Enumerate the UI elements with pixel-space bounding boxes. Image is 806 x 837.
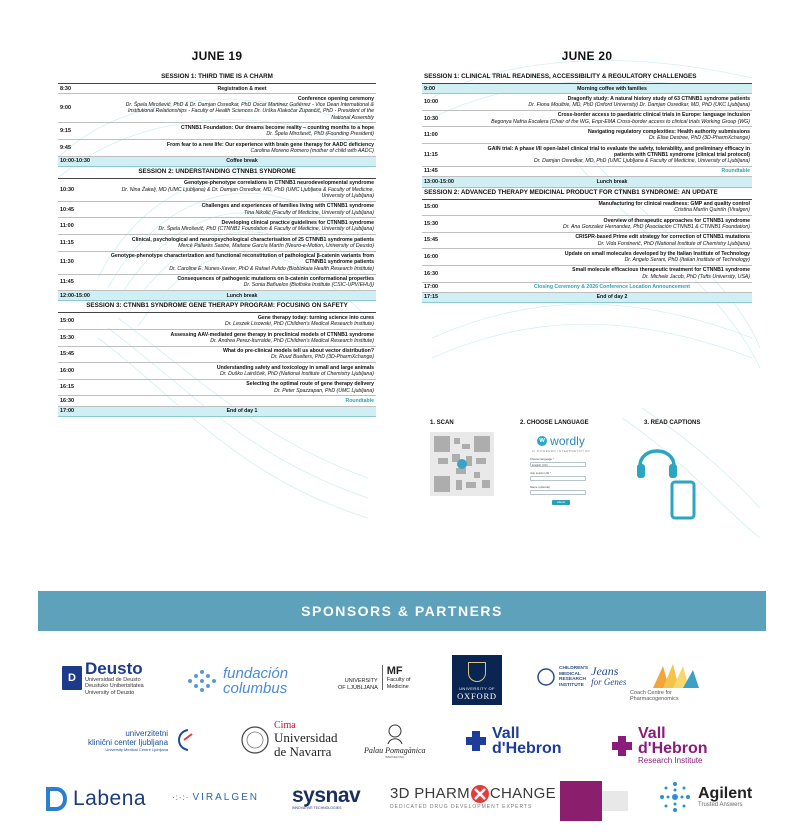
row-time: 9:15 xyxy=(60,128,72,135)
row-title: Roundtable xyxy=(345,397,374,404)
row-time: 15:45 xyxy=(424,237,439,244)
row-title: Registration & meet xyxy=(217,85,267,92)
row-time: 11:15 xyxy=(60,239,74,246)
break-row xyxy=(58,157,376,167)
row-title: Gene therapy today: turning science into cures xyxy=(257,314,374,321)
row-speakers: Begonya Nafria Escalera (Chair of the WG, Enpr-EMA Cross-border access to clinical trials Working Group (WG) xyxy=(491,118,750,125)
closing-ceremony-row xyxy=(422,283,752,293)
row-time: 15:00 xyxy=(424,204,439,211)
session-field-label: Join session ID * xyxy=(530,471,551,475)
schedule-row xyxy=(58,218,376,235)
row-title: Developing clinical practice guidelines for CTNNB1 syndrome xyxy=(221,219,374,226)
day-1-title: JUNE 19 xyxy=(191,49,243,63)
row-title: Clinical, psychological and neuropsychological characterisation of 25 CTNNB1 syndrome patients xyxy=(131,236,374,243)
row-time: 16:15 xyxy=(60,384,75,391)
schedule-row xyxy=(58,347,376,364)
palau-pomaganica-logo[interactable] xyxy=(364,722,426,759)
row-title: Small molecule efficacious therapeutic treatment for CTNNB1 syndrome xyxy=(572,267,750,274)
ul-line-2: OF LJUBLJANA xyxy=(338,684,378,691)
row-title: Roundtable xyxy=(721,168,750,175)
row-title: CTNNB1 Foundation: Our dreams become reality – counting months to a hope xyxy=(180,124,374,131)
coach-centre-logo[interactable] xyxy=(630,660,720,702)
schedule-row xyxy=(422,249,752,266)
row-time: 11:45 xyxy=(424,168,438,175)
deusto-line-1: Universidad de Deusto xyxy=(85,677,141,683)
row-title: Understanding safety and toxicology in small and large animals xyxy=(216,364,374,371)
cima-navarra-logo[interactable] xyxy=(240,720,338,759)
schedule-row xyxy=(58,84,376,94)
schedule-row xyxy=(58,94,376,123)
row-title: Manufacturing for clinical readiness: GMP and quality control xyxy=(598,201,750,208)
pharm-line-1: 3D PHARM xyxy=(390,785,470,802)
roundtable-row xyxy=(422,167,752,177)
row-time: 15:30 xyxy=(60,334,75,341)
oxford-logo[interactable] xyxy=(452,655,502,705)
deusto-line-3: University of Deusto xyxy=(85,689,135,696)
row-time: 16:00 xyxy=(60,367,75,374)
cima-name: Cima xyxy=(274,720,296,731)
row-title: End of day 2 xyxy=(596,294,628,301)
row-title: Closing Ceremony & 2026 Conference Location Announcement xyxy=(533,284,691,291)
row-time: 8:30 xyxy=(60,85,72,92)
session-title: SESSION 2: UNDERSTANDING CTNNB1 SYNDROME xyxy=(58,167,376,179)
oxford-crest-icon xyxy=(468,662,486,682)
vall-hebron-logo[interactable] xyxy=(464,726,562,756)
step-language-label: 2. CHOOSE LANGUAGE xyxy=(520,420,589,426)
row-speakers: Dr. Elise Destree, PhD (3D-PharmXchange) xyxy=(649,135,750,142)
agilent-spark-icon xyxy=(656,778,694,816)
row-time: 16:00 xyxy=(424,253,439,260)
wordly-language-widget[interactable] xyxy=(520,434,602,526)
ukc-line-2: klinični center ljubljana xyxy=(88,737,169,747)
deusto-line-2: Deustuko Unibertsitatea xyxy=(85,683,144,690)
ul-line-1: UNIVERSITY xyxy=(344,678,378,684)
palau-sub: BARCELONA xyxy=(385,755,405,759)
labena-d-icon xyxy=(44,786,68,812)
ukc-arc-icon xyxy=(172,728,194,752)
session-title: SESSION 1: THIRD TIME IS A CHARM xyxy=(58,72,376,84)
columbus-line-2: columbus xyxy=(223,680,288,697)
row-title: Dragonfly study: A natural history study of 63 CTNNB1 syndrome patients xyxy=(567,95,750,102)
mf-mark: MF xyxy=(386,665,403,677)
row-speakers: Carolina Moreno Romero (mother of child with AADC) xyxy=(250,147,374,154)
headphones-phone-icon xyxy=(634,436,698,520)
row-time: 15:30 xyxy=(424,220,439,227)
row-title: End of day 1 xyxy=(226,408,258,415)
schedule-row xyxy=(58,380,376,397)
row-title: From fear to a new life: Our experience with brain gene therapy for AADC deficiency xyxy=(166,141,374,148)
schedule-row xyxy=(58,179,376,202)
pharm-x-icon xyxy=(470,784,490,804)
end-of-day-row xyxy=(58,407,376,417)
row-time: 11:45 xyxy=(60,279,74,286)
row-speakers: Mercè Pallarès Sastre, Maitane García Martín (Neuro-e-Motion, University of Deusto) xyxy=(178,242,374,249)
ukc-line-3: University Medical Centre Ljubljana xyxy=(105,746,169,752)
row-time: 10:00-10:30 xyxy=(60,158,90,165)
labena-name: Labena xyxy=(73,787,147,810)
vall-hebron-research-institute-logo[interactable] xyxy=(610,726,708,765)
fundacion-columbus-logo[interactable] xyxy=(182,666,288,696)
row-speakers: Dr. Fiona Moultrie, MD, PhD (Oxford University) Dr. Damjan Osredkar, MD, PhD (UKC Ljubljana) xyxy=(528,102,750,109)
3d-pharmxchange-logo[interactable] xyxy=(390,784,556,810)
sponsors-banner: SPONSORS & PARTNERS xyxy=(38,591,766,631)
row-speakers: Dr. Špela Miroševič, PhD (Founding President) xyxy=(266,131,374,138)
row-speakers: Dr. Nina Žakelj, MD (UMC Ljubljana) & Dr. Damjan Osredkar, MD, PhD (UMC Ljubljana & Faculty of Medicine, University of Ljubljana) xyxy=(121,186,374,200)
row-title: Morning coffee with families xyxy=(577,85,647,92)
wordly-tagline: AI-POWERED INTERPRETATION xyxy=(531,449,591,453)
session-id-input[interactable] xyxy=(530,476,586,481)
row-speakers: Dr. Duško Lainšček, PhD (National Institute of Chemistry Ljubljana) xyxy=(219,371,374,377)
vhri-line-1: Vall xyxy=(638,725,666,742)
row-title: Coffee break xyxy=(226,158,258,165)
row-time: 11:15 xyxy=(424,151,438,158)
schedule-row xyxy=(58,330,376,347)
row-title: Cross-border access to paediatric clinical trials in Europe: language inclusion xyxy=(557,112,750,119)
session-title: SESSION 1: CLINICAL TRIAL READINESS, ACCESSIBILITY & REGULATORY CHALLENGES xyxy=(422,72,752,84)
agilent-sub: Trusted Answers xyxy=(698,802,743,808)
schedule-row xyxy=(58,123,376,140)
row-speakers: Dr. Michele Jacob, PhD (Tufts University, USA) xyxy=(642,273,750,280)
vh-line-2: d'Hebron xyxy=(492,740,562,757)
cmri-line-3: RESEARCH xyxy=(559,677,586,682)
row-speakers: Dr. Andrea Perez-Iturralde, PhD (Children's Medical Research Institute) xyxy=(210,337,374,344)
name-input[interactable] xyxy=(530,490,586,495)
row-speakers: Dr. Vida Forstnerič, PhD (National Institute of Chemistry Ljubljana) xyxy=(597,240,750,247)
cmri-line-4: INSTITUTE xyxy=(559,682,584,688)
mf-line-2: Medicine xyxy=(386,683,409,690)
row-title: Challenges and experiences of families living with CTNNB1 syndrome xyxy=(201,203,374,210)
row-time: 9:00 xyxy=(424,85,436,92)
deusto-logo[interactable] xyxy=(62,660,144,696)
schedule-row xyxy=(422,233,752,250)
cmri-line-2: MEDICAL xyxy=(559,671,581,677)
day-2-title: JUNE 20 xyxy=(561,49,613,63)
schedule-row xyxy=(58,363,376,380)
day-1-panel xyxy=(38,38,376,546)
purple-partner-logo[interactable] xyxy=(560,781,628,821)
jeans-line-2: for Genes xyxy=(591,677,627,687)
row-time: 11:00 xyxy=(60,223,74,230)
vh-cross-icon xyxy=(464,729,488,753)
row-title: Selecting the optimal route of gene therapy delivery xyxy=(246,381,374,388)
ukc-ljubljana-logo[interactable] xyxy=(88,728,194,752)
schedule-row xyxy=(422,200,752,217)
cima-line-2: Universidad xyxy=(274,730,338,745)
deusto-name: Deusto xyxy=(85,659,143,678)
row-speakers: Dr. Caroline E. Nunes-Xavier, PhD & Rafael Pulido (Biobizkaia Health Research Institute) xyxy=(169,265,374,272)
break-row xyxy=(422,84,752,94)
row-speakers: Dr. Leszek Lisowski, PhD (Children's Medical Research Institute) xyxy=(225,321,374,328)
language-field-label: Choose language * xyxy=(530,457,554,461)
row-time: 10:30 xyxy=(424,115,439,122)
step-scan-label: 1. SCAN xyxy=(430,420,454,426)
cima-seal-icon xyxy=(240,722,270,758)
cmri-circle-icon xyxy=(536,666,556,688)
coach-fan-icon xyxy=(649,660,701,690)
schedule-row xyxy=(58,252,376,275)
row-speakers: Cristina Martín Quintín (Viralgen) xyxy=(674,207,750,214)
columbus-dots-icon xyxy=(182,667,220,695)
palau-child-icon xyxy=(380,722,410,746)
row-title: Navigating regulatory complexities: Health authority submissions xyxy=(587,128,750,135)
row-time: 10:45 xyxy=(60,206,75,213)
schedule-row xyxy=(58,235,376,252)
row-time: 16:30 xyxy=(60,397,75,404)
row-title: GAIN trial: A phase I/II open-label clinical trial to evaluate the safety, tolerability, and preliminary efficacy in patients with CTNNB1 syndrome (clinical trial protocol) xyxy=(487,145,750,158)
pharm-sub: DEDICATED DRUG DEVELOPMENT EXPERTS xyxy=(390,804,533,810)
viralgen-name: VIRALGEN xyxy=(192,792,260,803)
step-captions-label: 3. READ CAPTIONS xyxy=(644,420,701,426)
row-time: 9:00 xyxy=(60,105,72,112)
purple-block-icon xyxy=(560,781,628,821)
cmri-jeans-for-genes-logo[interactable] xyxy=(536,666,626,688)
agilent-name: Agilent xyxy=(698,785,753,802)
cima-line-3: de Navarra xyxy=(274,744,332,759)
schedule-row xyxy=(58,202,376,219)
pharm-line-2: CHANGE xyxy=(489,785,556,802)
row-speakers: Dr. Angelo Serani, PhD (Italian Institute of Technology) xyxy=(624,257,750,264)
attend-button[interactable]: Attend xyxy=(552,500,570,505)
session-title: SESSION 2: ADVANCED THERAPY MEDICINAL PRODUCT FOR CTNNB1 SYNDROME: AN UPDATE xyxy=(422,188,752,200)
wordly-name: wordly xyxy=(550,434,585,448)
row-title: Consequences of pathogenic mutations on b-catenin conformational properties xyxy=(177,276,374,283)
wordly-mark-icon: w xyxy=(537,436,547,446)
row-time: 10:30 xyxy=(60,186,75,193)
schedule-row xyxy=(422,216,752,233)
schedule-row xyxy=(422,111,752,128)
deusto-mark-icon: D xyxy=(62,666,82,690)
captions-steps xyxy=(422,420,760,546)
vh-line-1: Vall xyxy=(492,725,520,742)
agilent-logo[interactable] xyxy=(656,778,752,816)
row-speakers: Tina Nikolić (Faculty of Medicine, University of Ljubljana) xyxy=(244,209,374,216)
vhri-cross-icon xyxy=(610,734,634,758)
end-of-day-row xyxy=(422,293,752,303)
row-speakers: Dr. Damjan Osredkar, MD, PhD (UMC Ljubljana & Faculty of Medicine, University of Ljubljana) xyxy=(533,158,750,165)
language-select[interactable]: English (US) xyxy=(530,462,586,467)
schedule-row xyxy=(422,144,752,167)
session-title: SESSION 3: CTNNB1 SYNDROME GENE THERAPY PROGRAM: FOCUSING ON SAFETY xyxy=(58,301,376,313)
row-title: What do pre-clinical models tell us about vector distribution? xyxy=(222,348,374,355)
viralgen-dots-icon: ·:·:· xyxy=(172,793,190,802)
row-title: CRISPR-based Prime edit strategy for correction of CTNNB1 mutations xyxy=(575,234,750,241)
break-row xyxy=(422,177,752,187)
university-ljubljana-medicine-logo[interactable] xyxy=(338,664,411,691)
vhri-line-2: d'Hebron xyxy=(638,740,708,757)
viralgen-logo[interactable] xyxy=(172,792,259,803)
sysnav-sub: INNOVATIVE TECHNOLOGIES xyxy=(292,806,342,810)
row-time: 17:00 xyxy=(60,408,75,415)
row-time: 12:00-15:00 xyxy=(60,292,90,299)
row-title: Genotype-phenotype correlations in CTNNB1 neurodevelopmental syndrome xyxy=(184,180,374,187)
row-speakers: Dr. Peter Spazzapan, PhD (UMC Ljubljana) xyxy=(274,387,374,394)
break-row xyxy=(58,291,376,301)
row-title: Genotype-phenotype characterization and functional reconstitution of pathological β-catenin variants from CTNNB1 syndrome patients xyxy=(110,253,374,266)
vhri-line-3: Research Institute xyxy=(638,756,703,765)
row-speakers: Dr. Špela Miroševič, PhD (CTNNB1 Foundation & Faculty of Medicine, University of Ljubljana) xyxy=(158,226,374,233)
roundtable-row xyxy=(58,396,376,406)
oxford-name: OXFORD xyxy=(457,691,497,701)
row-title: Lunch break xyxy=(226,292,258,299)
row-speakers: Dr. Sonia Bañuelos (Biofisika Institute (CSIC-UPV/EHU)) xyxy=(243,282,374,289)
row-speakers: Dr. Ana Gonzalez Hernandez, PhD (Asociación CTNNB1 & CTNNB1 Foundation) xyxy=(562,223,750,230)
row-time: 10:00 xyxy=(424,98,439,105)
schedule-row xyxy=(58,313,376,330)
sysnav-name: sysnav xyxy=(292,784,361,807)
cmri-line-1: CHILDREN'S xyxy=(559,666,589,671)
row-title: Overview of therapeutic approaches for CTNNB1 syndrome xyxy=(603,217,750,224)
oxford-small-text: UNIVERSITY OF xyxy=(459,686,495,691)
coach-name: Coach Centre for Pharmacogenomics xyxy=(630,690,679,702)
row-time: 13:00-15:00 xyxy=(424,178,454,185)
mf-line-1: Faculty of xyxy=(386,677,411,683)
row-title: Lunch break xyxy=(596,178,628,185)
row-time: 17:00 xyxy=(424,284,439,291)
palau-name: Palau Pomagànica xyxy=(364,746,426,755)
row-time: 11:00 xyxy=(424,132,438,139)
sysnav-logo[interactable] xyxy=(292,786,360,810)
row-time: 17:15 xyxy=(424,294,439,301)
row-time: 11:30 xyxy=(60,259,74,266)
wordly-logo xyxy=(520,434,602,448)
schedule-row xyxy=(422,94,752,111)
row-time: 9:45 xyxy=(60,144,72,151)
labena-logo[interactable] xyxy=(44,786,146,812)
schedule-row xyxy=(422,266,752,283)
schedule-row xyxy=(58,275,376,292)
day-2-panel xyxy=(422,38,760,546)
jeans-line-1: Jeans xyxy=(591,664,619,678)
row-speakers: Dr. Špela Miroševič, PhD & Dr. Damjan Osredkar, PhD Oscar Martinez Gutiérrez - Vice Dean International & Institutional Relationships - Faculty of Health Sciences Dr. Urška Klakočar Zupančič, PhD - President of the National Assembly xyxy=(125,102,374,121)
ukc-line-1: univerzitetni xyxy=(125,728,169,738)
row-time: 15:45 xyxy=(60,351,75,358)
schedule-row xyxy=(58,140,376,157)
columbus-line-1: fundación xyxy=(223,665,289,682)
schedule-row xyxy=(422,127,752,144)
qr-code-icon[interactable] xyxy=(430,432,494,496)
row-time: 15:00 xyxy=(60,318,75,325)
row-title: Update on small molecules developed by the Italian Institute of Technology xyxy=(564,250,750,257)
row-speakers: Dr. Ruud Buelters, PhD (3D-PharmXchange) xyxy=(270,354,374,361)
name-field-label: Name (optional) xyxy=(530,485,550,489)
row-title: Assessing AAV-mediated gene therapy in preclinical models of CTNNB1 syndrome xyxy=(170,331,374,338)
row-title: Conference opening ceremony xyxy=(297,95,374,102)
row-time: 16:30 xyxy=(424,270,439,277)
